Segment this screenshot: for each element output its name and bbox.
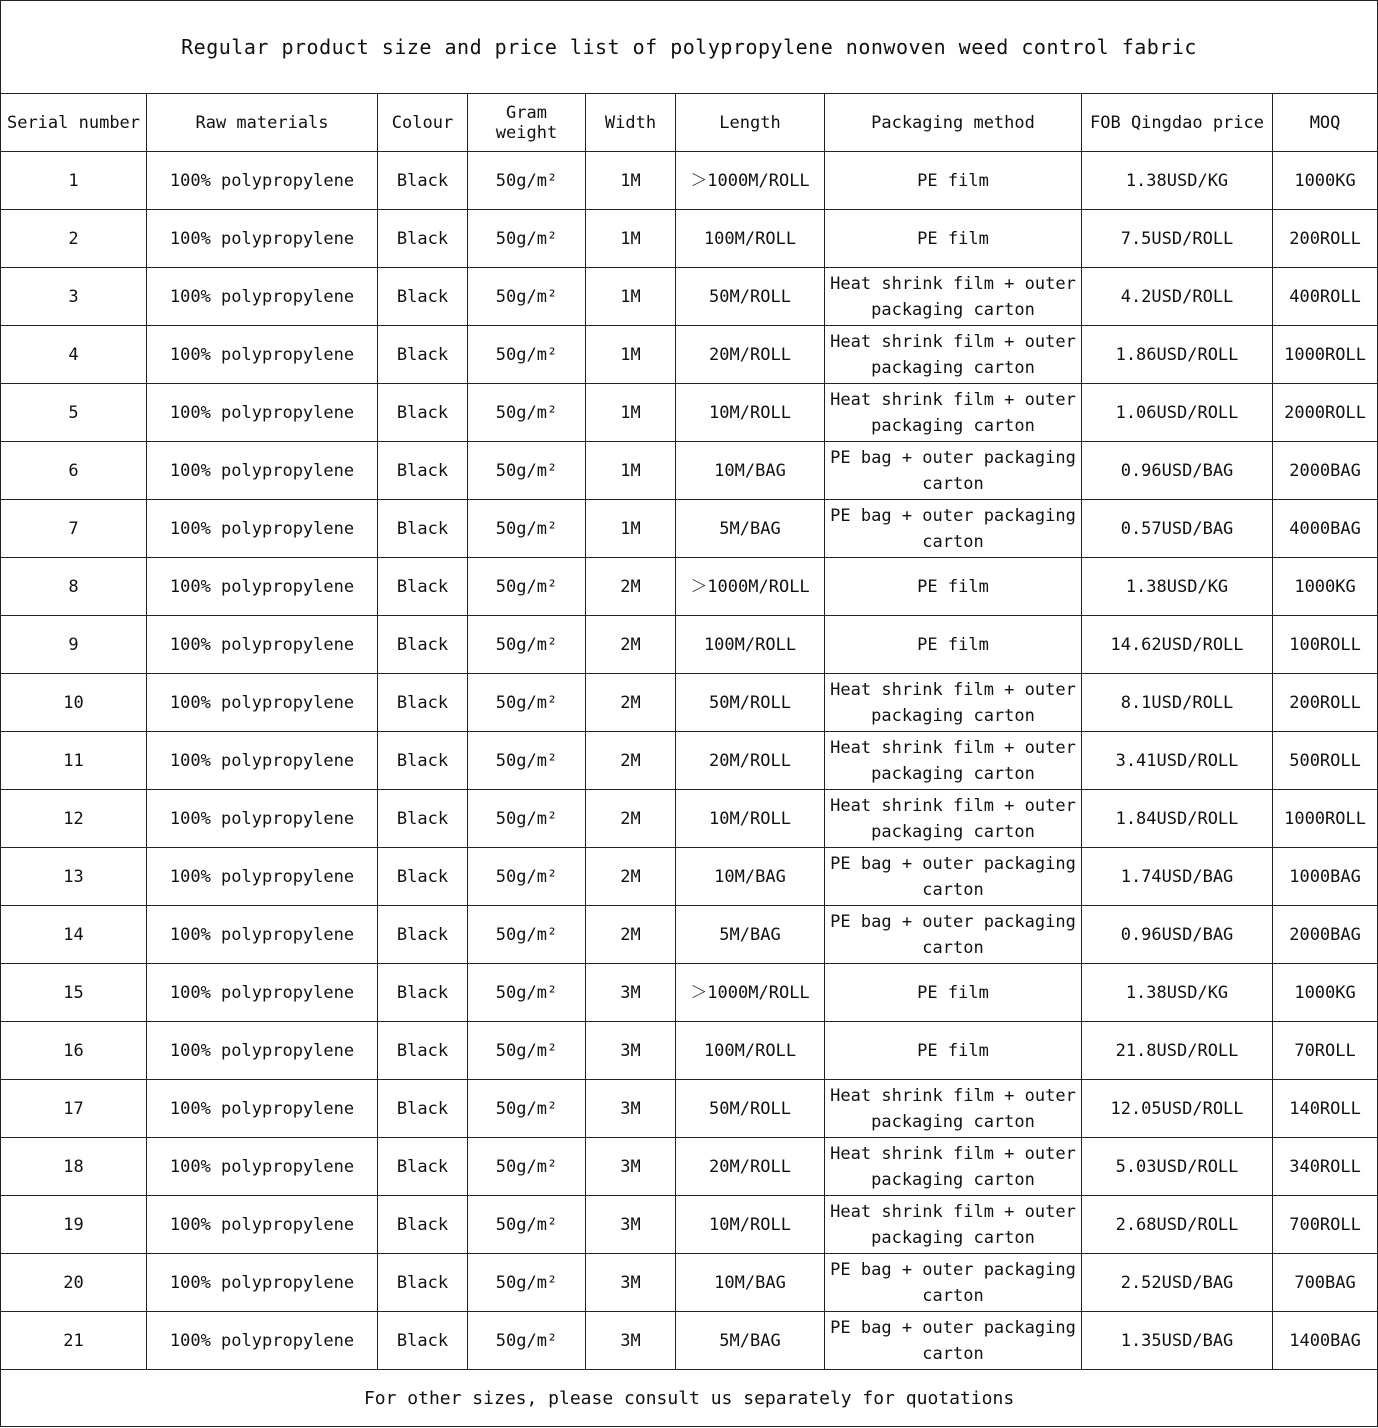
moq-cell: 500ROLL: [1273, 732, 1378, 790]
moq-cell: 70ROLL: [1273, 1022, 1378, 1080]
colour-cell: Black: [378, 558, 468, 616]
title-row: [1, 1, 1378, 94]
length-cell: 50M/ROLL: [676, 1080, 825, 1138]
colour-cell: Black: [378, 964, 468, 1022]
moq-cell: 700BAG: [1273, 1254, 1378, 1312]
raw-materials-cell: 100% polypropylene: [147, 1080, 378, 1138]
gram-weight-cell: 50g/m²: [468, 326, 586, 384]
width-cell: 3M: [586, 1196, 676, 1254]
length-cell: 100M/ROLL: [676, 1022, 825, 1080]
table-row: [1, 1138, 1378, 1196]
serial-number-cell: 16: [1, 1022, 147, 1080]
moq-cell: 400ROLL: [1273, 268, 1378, 326]
width-cell: 2M: [586, 616, 676, 674]
moq-cell: 1400BAG: [1273, 1312, 1378, 1370]
fob-price-cell: 1.06USD/ROLL: [1082, 384, 1273, 442]
gram-weight-cell: 50g/m²: [468, 1022, 586, 1080]
fob-price-cell: 1.38USD/KG: [1082, 152, 1273, 210]
header-fob-price: FOB Qingdao price: [1082, 94, 1273, 152]
serial-number-cell: 4: [1, 326, 147, 384]
length-cell: 10M/ROLL: [676, 1196, 825, 1254]
serial-number-cell: 15: [1, 964, 147, 1022]
serial-number-cell: 2: [1, 210, 147, 268]
table-row: [1, 1022, 1378, 1080]
table-title: Regular product size and price list of polypropylene nonwoven weed control fabric: [1, 1, 1378, 94]
length-cell: 5M/BAG: [676, 1312, 825, 1370]
fob-price-cell: 0.96USD/BAG: [1082, 906, 1273, 964]
serial-number-cell: 5: [1, 384, 147, 442]
table-row: [1, 1080, 1378, 1138]
packaging-method-cell: Heat shrink film + outer packaging carton: [825, 1138, 1082, 1196]
raw-materials-cell: 100% polypropylene: [147, 1196, 378, 1254]
packaging-method-cell: PE bag + outer packaging carton: [825, 906, 1082, 964]
moq-cell: 2000BAG: [1273, 442, 1378, 500]
moq-cell: 340ROLL: [1273, 1138, 1378, 1196]
length-cell: ＞1000M/ROLL: [676, 964, 825, 1022]
length-cell: ＞1000M/ROLL: [676, 558, 825, 616]
header-width: Width: [586, 94, 676, 152]
gram-weight-cell: 50g/m²: [468, 1080, 586, 1138]
length-cell: 20M/ROLL: [676, 1138, 825, 1196]
serial-number-cell: 12: [1, 790, 147, 848]
packaging-method-cell: PE film: [825, 558, 1082, 616]
fob-price-cell: 1.84USD/ROLL: [1082, 790, 1273, 848]
length-cell: ＞1000M/ROLL: [676, 152, 825, 210]
gram-weight-cell: 50g/m²: [468, 442, 586, 500]
packaging-method-cell: Heat shrink film + outer packaging carton: [825, 326, 1082, 384]
width-cell: 2M: [586, 674, 676, 732]
width-cell: 3M: [586, 1254, 676, 1312]
raw-materials-cell: 100% polypropylene: [147, 1138, 378, 1196]
packaging-method-cell: PE film: [825, 616, 1082, 674]
footer-note: For other sizes, please consult us separately for quotations: [1, 1370, 1378, 1427]
serial-number-cell: 6: [1, 442, 147, 500]
gram-weight-cell: 50g/m²: [468, 210, 586, 268]
fob-price-cell: 2.52USD/BAG: [1082, 1254, 1273, 1312]
width-cell: 3M: [586, 1138, 676, 1196]
moq-cell: 200ROLL: [1273, 210, 1378, 268]
table-row: [1, 500, 1378, 558]
fob-price-cell: 4.2USD/ROLL: [1082, 268, 1273, 326]
packaging-method-cell: Heat shrink film + outer packaging carton: [825, 1196, 1082, 1254]
colour-cell: Black: [378, 1254, 468, 1312]
packaging-method-cell: PE bag + outer packaging carton: [825, 500, 1082, 558]
header-row: [1, 94, 1378, 152]
length-cell: 10M/BAG: [676, 848, 825, 906]
width-cell: 3M: [586, 964, 676, 1022]
raw-materials-cell: 100% polypropylene: [147, 790, 378, 848]
packaging-method-cell: PE film: [825, 152, 1082, 210]
serial-number-cell: 3: [1, 268, 147, 326]
packaging-method-cell: PE bag + outer packaging carton: [825, 1254, 1082, 1312]
width-cell: 2M: [586, 848, 676, 906]
gram-weight-cell: 50g/m²: [468, 1254, 586, 1312]
fob-price-cell: 1.35USD/BAG: [1082, 1312, 1273, 1370]
table-row: [1, 964, 1378, 1022]
colour-cell: Black: [378, 1022, 468, 1080]
packaging-method-cell: PE bag + outer packaging carton: [825, 848, 1082, 906]
length-cell: 50M/ROLL: [676, 268, 825, 326]
packaging-method-cell: Heat shrink film + outer packaging carton: [825, 384, 1082, 442]
fob-price-cell: 0.96USD/BAG: [1082, 442, 1273, 500]
serial-number-cell: 9: [1, 616, 147, 674]
table-row: [1, 616, 1378, 674]
packaging-method-cell: Heat shrink film + outer packaging carton: [825, 674, 1082, 732]
gram-weight-cell: 50g/m²: [468, 384, 586, 442]
header-serial-number: Serial number: [1, 94, 147, 152]
table-row: [1, 732, 1378, 790]
length-cell: 5M/BAG: [676, 906, 825, 964]
packaging-method-cell: PE film: [825, 1022, 1082, 1080]
length-cell: 10M/BAG: [676, 442, 825, 500]
packaging-method-cell: PE film: [825, 964, 1082, 1022]
gram-weight-cell: 50g/m²: [468, 732, 586, 790]
packaging-method-cell: PE bag + outer packaging carton: [825, 442, 1082, 500]
colour-cell: Black: [378, 1312, 468, 1370]
table-row: [1, 442, 1378, 500]
moq-cell: 140ROLL: [1273, 1080, 1378, 1138]
gram-weight-cell: 50g/m²: [468, 906, 586, 964]
colour-cell: Black: [378, 210, 468, 268]
header-gram-weight: Gram weight: [468, 94, 586, 152]
colour-cell: Black: [378, 1080, 468, 1138]
width-cell: 1M: [586, 326, 676, 384]
serial-number-cell: 1: [1, 152, 147, 210]
colour-cell: Black: [378, 674, 468, 732]
gram-weight-cell: 50g/m²: [468, 848, 586, 906]
serial-number-cell: 20: [1, 1254, 147, 1312]
colour-cell: Black: [378, 268, 468, 326]
fob-price-cell: 1.38USD/KG: [1082, 964, 1273, 1022]
gram-weight-cell: 50g/m²: [468, 268, 586, 326]
fob-price-cell: 2.68USD/ROLL: [1082, 1196, 1273, 1254]
fob-price-cell: 12.05USD/ROLL: [1082, 1080, 1273, 1138]
raw-materials-cell: 100% polypropylene: [147, 500, 378, 558]
fob-price-cell: 8.1USD/ROLL: [1082, 674, 1273, 732]
fob-price-cell: 21.8USD/ROLL: [1082, 1022, 1273, 1080]
raw-materials-cell: 100% polypropylene: [147, 210, 378, 268]
packaging-method-cell: Heat shrink film + outer packaging carton: [825, 790, 1082, 848]
moq-cell: 700ROLL: [1273, 1196, 1378, 1254]
moq-cell: 200ROLL: [1273, 674, 1378, 732]
gram-weight-cell: 50g/m²: [468, 790, 586, 848]
moq-cell: 1000KG: [1273, 964, 1378, 1022]
serial-number-cell: 13: [1, 848, 147, 906]
serial-number-cell: 14: [1, 906, 147, 964]
table-row: [1, 326, 1378, 384]
gram-weight-cell: 50g/m²: [468, 1312, 586, 1370]
header-length: Length: [676, 94, 825, 152]
fob-price-cell: 1.74USD/BAG: [1082, 848, 1273, 906]
table-row: [1, 1312, 1378, 1370]
packaging-method-cell: PE film: [825, 210, 1082, 268]
width-cell: 2M: [586, 732, 676, 790]
raw-materials-cell: 100% polypropylene: [147, 1022, 378, 1080]
fob-price-cell: 0.57USD/BAG: [1082, 500, 1273, 558]
raw-materials-cell: 100% polypropylene: [147, 442, 378, 500]
colour-cell: Black: [378, 616, 468, 674]
raw-materials-cell: 100% polypropylene: [147, 558, 378, 616]
width-cell: 1M: [586, 268, 676, 326]
raw-materials-cell: 100% polypropylene: [147, 326, 378, 384]
serial-number-cell: 8: [1, 558, 147, 616]
raw-materials-cell: 100% polypropylene: [147, 384, 378, 442]
table-row: [1, 906, 1378, 964]
fob-price-cell: 1.86USD/ROLL: [1082, 326, 1273, 384]
colour-cell: Black: [378, 326, 468, 384]
width-cell: 3M: [586, 1312, 676, 1370]
table-row: [1, 268, 1378, 326]
raw-materials-cell: 100% polypropylene: [147, 1254, 378, 1312]
moq-cell: 1000ROLL: [1273, 790, 1378, 848]
table-row: [1, 674, 1378, 732]
colour-cell: Black: [378, 790, 468, 848]
width-cell: 3M: [586, 1080, 676, 1138]
length-cell: 100M/ROLL: [676, 210, 825, 268]
colour-cell: Black: [378, 1196, 468, 1254]
length-cell: 10M/ROLL: [676, 790, 825, 848]
packaging-method-cell: Heat shrink film + outer packaging carton: [825, 1080, 1082, 1138]
raw-materials-cell: 100% polypropylene: [147, 1312, 378, 1370]
moq-cell: 4000BAG: [1273, 500, 1378, 558]
raw-materials-cell: 100% polypropylene: [147, 906, 378, 964]
width-cell: 2M: [586, 906, 676, 964]
raw-materials-cell: 100% polypropylene: [147, 848, 378, 906]
colour-cell: Black: [378, 1138, 468, 1196]
length-cell: 5M/BAG: [676, 500, 825, 558]
table-row: [1, 558, 1378, 616]
raw-materials-cell: 100% polypropylene: [147, 732, 378, 790]
serial-number-cell: 19: [1, 1196, 147, 1254]
moq-cell: 2000ROLL: [1273, 384, 1378, 442]
fob-price-cell: 3.41USD/ROLL: [1082, 732, 1273, 790]
packaging-method-cell: Heat shrink film + outer packaging carton: [825, 732, 1082, 790]
fob-price-cell: 7.5USD/ROLL: [1082, 210, 1273, 268]
serial-number-cell: 11: [1, 732, 147, 790]
gram-weight-cell: 50g/m²: [468, 1196, 586, 1254]
raw-materials-cell: 100% polypropylene: [147, 268, 378, 326]
fob-price-cell: 14.62USD/ROLL: [1082, 616, 1273, 674]
serial-number-cell: 7: [1, 500, 147, 558]
table-row: [1, 210, 1378, 268]
fob-price-cell: 5.03USD/ROLL: [1082, 1138, 1273, 1196]
moq-cell: 100ROLL: [1273, 616, 1378, 674]
gram-weight-cell: 50g/m²: [468, 500, 586, 558]
moq-cell: 1000ROLL: [1273, 326, 1378, 384]
width-cell: 1M: [586, 384, 676, 442]
moq-cell: 2000BAG: [1273, 906, 1378, 964]
length-cell: 20M/ROLL: [676, 326, 825, 384]
raw-materials-cell: 100% polypropylene: [147, 616, 378, 674]
width-cell: 2M: [586, 790, 676, 848]
gram-weight-cell: 50g/m²: [468, 674, 586, 732]
packaging-method-cell: Heat shrink film + outer packaging carton: [825, 268, 1082, 326]
header-raw-materials: Raw materials: [147, 94, 378, 152]
colour-cell: Black: [378, 442, 468, 500]
table-row: [1, 790, 1378, 848]
moq-cell: 1000KG: [1273, 558, 1378, 616]
gram-weight-cell: 50g/m²: [468, 558, 586, 616]
raw-materials-cell: 100% polypropylene: [147, 152, 378, 210]
colour-cell: Black: [378, 152, 468, 210]
table-row: [1, 1254, 1378, 1312]
table-row: [1, 1196, 1378, 1254]
colour-cell: Black: [378, 848, 468, 906]
colour-cell: Black: [378, 906, 468, 964]
header-packaging-method: Packaging method: [825, 94, 1082, 152]
gram-weight-cell: 50g/m²: [468, 616, 586, 674]
colour-cell: Black: [378, 384, 468, 442]
gram-weight-cell: 50g/m²: [468, 1138, 586, 1196]
moq-cell: 1000BAG: [1273, 848, 1378, 906]
footer-row: [1, 1370, 1378, 1427]
header-colour: Colour: [378, 94, 468, 152]
table-row: [1, 152, 1378, 210]
length-cell: 100M/ROLL: [676, 616, 825, 674]
colour-cell: Black: [378, 500, 468, 558]
moq-cell: 1000KG: [1273, 152, 1378, 210]
header-moq: MOQ: [1273, 94, 1378, 152]
serial-number-cell: 18: [1, 1138, 147, 1196]
serial-number-cell: 10: [1, 674, 147, 732]
serial-number-cell: 21: [1, 1312, 147, 1370]
length-cell: 10M/ROLL: [676, 384, 825, 442]
width-cell: 2M: [586, 558, 676, 616]
serial-number-cell: 17: [1, 1080, 147, 1138]
width-cell: 3M: [586, 1022, 676, 1080]
fob-price-cell: 1.38USD/KG: [1082, 558, 1273, 616]
length-cell: 10M/BAG: [676, 1254, 825, 1312]
raw-materials-cell: 100% polypropylene: [147, 674, 378, 732]
width-cell: 1M: [586, 210, 676, 268]
table-row: [1, 848, 1378, 906]
width-cell: 1M: [586, 500, 676, 558]
width-cell: 1M: [586, 152, 676, 210]
packaging-method-cell: PE bag + outer packaging carton: [825, 1312, 1082, 1370]
gram-weight-cell: 50g/m²: [468, 152, 586, 210]
colour-cell: Black: [378, 732, 468, 790]
length-cell: 50M/ROLL: [676, 674, 825, 732]
table-body: [1, 1, 1378, 1427]
gram-weight-cell: 50g/m²: [468, 964, 586, 1022]
width-cell: 1M: [586, 442, 676, 500]
table-row: [1, 384, 1378, 442]
length-cell: 20M/ROLL: [676, 732, 825, 790]
raw-materials-cell: 100% polypropylene: [147, 964, 378, 1022]
